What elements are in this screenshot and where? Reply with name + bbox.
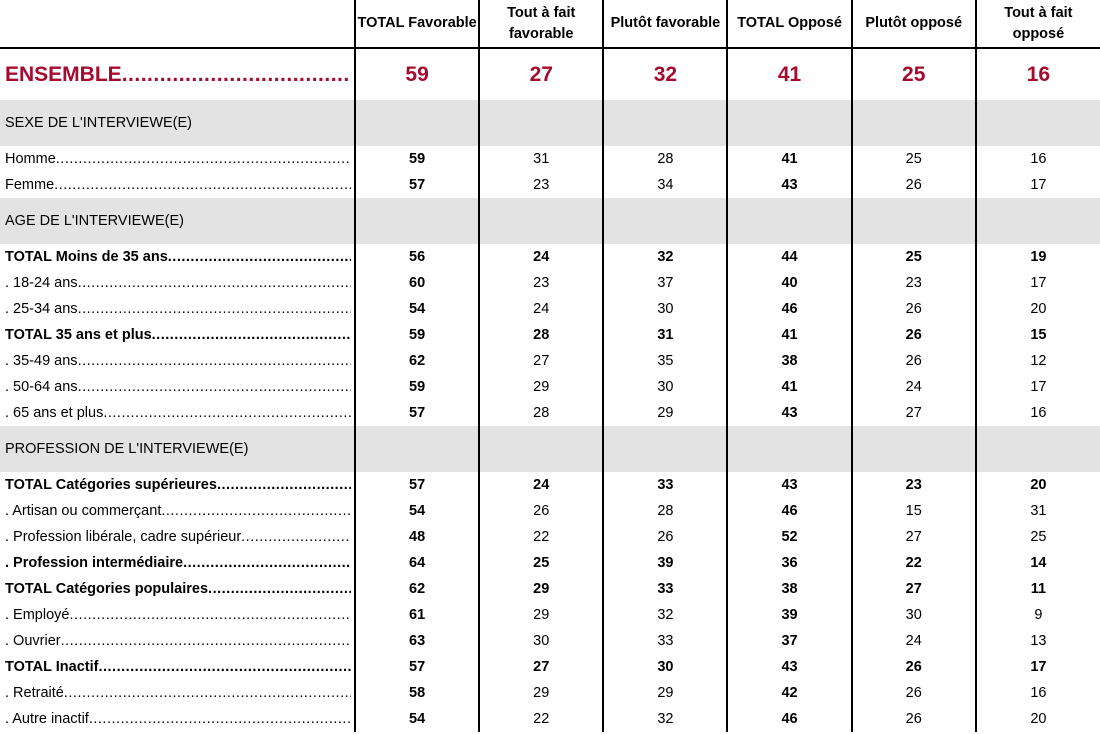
row-value: 29 [479, 680, 603, 706]
row-label-cell [0, 400, 355, 426]
row-label: TOTAL 35 ans et plus [5, 327, 152, 343]
row-label: Homme [5, 151, 56, 167]
row-label-cell [0, 706, 355, 732]
table-row [0, 270, 1100, 296]
row-value: 33 [603, 576, 727, 602]
row-value: 22 [852, 550, 976, 576]
table-row [0, 706, 1100, 732]
row-value: 62 [355, 348, 479, 374]
section-empty-cell [355, 100, 479, 146]
row-value: 30 [603, 374, 727, 400]
row-label: . 50-64 ans [5, 379, 78, 395]
table-row [0, 472, 1100, 498]
section-header-row [0, 198, 1100, 244]
row-value: 27 [479, 348, 603, 374]
dot-leader [217, 477, 351, 493]
section-empty-cell [852, 426, 976, 472]
section-empty-cell [355, 198, 479, 244]
row-value: 26 [852, 322, 976, 348]
dot-leader [168, 249, 351, 265]
column-header-tout-a-fait-oppose: Tout à fait opposé [976, 0, 1100, 48]
ensemble-label: ENSEMBLE [5, 62, 122, 86]
table-row [0, 172, 1100, 198]
row-value: 46 [727, 498, 851, 524]
section-title: PROFESSION DE L'INTERVIEWE(E) [0, 426, 355, 472]
row-value: 38 [727, 348, 851, 374]
row-value: 24 [852, 374, 976, 400]
row-value: 52 [727, 524, 851, 550]
row-label: . Ouvrier [5, 633, 61, 649]
row-label-cell [0, 550, 355, 576]
row-label: . Autre inactif [5, 711, 89, 727]
row-label-cell [0, 374, 355, 400]
row-value: 28 [479, 322, 603, 348]
row-value: 12 [976, 348, 1100, 374]
ensemble-label-cell [0, 48, 355, 100]
table-row [0, 296, 1100, 322]
section-empty-cell [603, 198, 727, 244]
dot-leader [89, 711, 351, 727]
section-empty-cell [355, 426, 479, 472]
table-row [0, 322, 1100, 348]
row-value: 26 [852, 348, 976, 374]
row-label-cell [0, 602, 355, 628]
table-row [0, 628, 1100, 654]
row-value: 57 [355, 654, 479, 680]
row-value: 32 [603, 706, 727, 732]
dot-leader [78, 379, 351, 395]
table-row [0, 680, 1100, 706]
section-empty-cell [603, 100, 727, 146]
row-label-cell [0, 498, 355, 524]
row-label-cell [0, 576, 355, 602]
row-label: TOTAL Catégories supérieures [5, 477, 217, 493]
row-value: 54 [355, 498, 479, 524]
row-value: 26 [852, 654, 976, 680]
row-value: 29 [603, 400, 727, 426]
table-row [0, 400, 1100, 426]
dot-leader [152, 327, 351, 343]
ensemble-value: 16 [976, 48, 1100, 100]
row-label: TOTAL Inactif [5, 659, 99, 675]
row-value: 37 [603, 270, 727, 296]
row-label-cell [0, 654, 355, 680]
row-value: 23 [852, 472, 976, 498]
section-empty-cell [479, 100, 603, 146]
row-value: 28 [603, 146, 727, 172]
dot-leader [161, 503, 351, 519]
section-title: SEXE DE L'INTERVIEWE(E) [0, 100, 355, 146]
row-label-cell [0, 146, 355, 172]
row-value: 63 [355, 628, 479, 654]
table-row [0, 576, 1100, 602]
row-value: 43 [727, 172, 851, 198]
dot-leader [69, 607, 351, 623]
row-value: 32 [603, 244, 727, 270]
row-label-cell [0, 348, 355, 374]
row-value: 15 [976, 322, 1100, 348]
row-value: 46 [727, 296, 851, 322]
section-empty-cell [976, 100, 1100, 146]
table-row [0, 602, 1100, 628]
row-value: 59 [355, 374, 479, 400]
header-corner [0, 0, 355, 48]
dot-leader [54, 177, 351, 193]
section-empty-cell [976, 426, 1100, 472]
row-value: 48 [355, 524, 479, 550]
row-value: 17 [976, 270, 1100, 296]
row-value: 29 [603, 680, 727, 706]
row-value: 11 [976, 576, 1100, 602]
row-value: 46 [727, 706, 851, 732]
column-header-plutot-favorable: Plutôt favorable [603, 0, 727, 48]
row-value: 24 [479, 296, 603, 322]
row-value: 44 [727, 244, 851, 270]
row-value: 60 [355, 270, 479, 296]
section-empty-cell [727, 100, 851, 146]
dot-leader [61, 633, 351, 649]
row-label-cell [0, 628, 355, 654]
ensemble-value: 41 [727, 48, 851, 100]
ensemble-value: 32 [603, 48, 727, 100]
row-value: 24 [479, 472, 603, 498]
section-header-row [0, 426, 1100, 472]
row-value: 25 [852, 244, 976, 270]
row-value: 54 [355, 706, 479, 732]
row-label-cell [0, 472, 355, 498]
row-value: 29 [479, 374, 603, 400]
row-label: TOTAL Moins de 35 ans [5, 249, 168, 265]
row-value: 59 [355, 146, 479, 172]
row-value: 36 [727, 550, 851, 576]
row-label: . Artisan ou commerçant [5, 503, 162, 519]
dot-leader [98, 659, 351, 675]
row-value: 30 [479, 628, 603, 654]
row-value: 30 [603, 296, 727, 322]
table-row [0, 550, 1100, 576]
row-value: 19 [976, 244, 1100, 270]
row-value: 43 [727, 400, 851, 426]
row-value: 24 [852, 628, 976, 654]
section-empty-cell [727, 198, 851, 244]
row-value: 39 [727, 602, 851, 628]
row-label: . Employé [5, 607, 70, 623]
row-value: 32 [603, 602, 727, 628]
row-label-cell [0, 524, 355, 550]
table-row [0, 374, 1100, 400]
dot-leader [208, 581, 351, 597]
row-label: . Profession intermédiaire [5, 555, 184, 571]
row-label-cell [0, 322, 355, 348]
column-header-total-favorable: TOTAL Favorable [355, 0, 479, 48]
row-value: 28 [603, 498, 727, 524]
table-row [0, 654, 1100, 680]
row-value: 22 [479, 706, 603, 732]
row-value: 30 [603, 654, 727, 680]
row-value: 64 [355, 550, 479, 576]
row-value: 40 [727, 270, 851, 296]
row-value: 16 [976, 146, 1100, 172]
row-label: . 35-49 ans [5, 353, 78, 369]
row-value: 31 [479, 146, 603, 172]
row-label-cell [0, 296, 355, 322]
row-value: 26 [603, 524, 727, 550]
row-value: 23 [852, 270, 976, 296]
section-header-row [0, 100, 1100, 146]
dot-leader [56, 151, 351, 167]
row-value: 16 [976, 680, 1100, 706]
row-value: 20 [976, 706, 1100, 732]
row-value: 20 [976, 472, 1100, 498]
dot-leader [241, 529, 351, 545]
section-empty-cell [479, 198, 603, 244]
column-header-tout-a-fait-favorable: Tout à fait favorable [479, 0, 603, 48]
row-value: 26 [852, 296, 976, 322]
row-label: . 25-34 ans [5, 301, 78, 317]
row-value: 23 [479, 270, 603, 296]
row-value: 28 [479, 400, 603, 426]
row-value: 33 [603, 472, 727, 498]
row-value: 41 [727, 322, 851, 348]
section-empty-cell [603, 426, 727, 472]
row-value: 57 [355, 472, 479, 498]
row-value: 41 [727, 146, 851, 172]
column-header-plutot-oppose: Plutôt opposé [852, 0, 976, 48]
dot-leader [103, 405, 351, 421]
dot-leader [64, 685, 351, 701]
row-value: 57 [355, 400, 479, 426]
dot-leader [78, 353, 351, 369]
row-value: 25 [852, 146, 976, 172]
row-value: 37 [727, 628, 851, 654]
row-label: Femme [5, 177, 55, 193]
row-value: 43 [727, 654, 851, 680]
row-value: 26 [852, 680, 976, 706]
row-value: 23 [479, 172, 603, 198]
row-value: 17 [976, 654, 1100, 680]
row-label-cell [0, 680, 355, 706]
row-value: 58 [355, 680, 479, 706]
row-value: 38 [727, 576, 851, 602]
row-value: 41 [727, 374, 851, 400]
ensemble-value: 25 [852, 48, 976, 100]
header-row [0, 0, 1100, 48]
dot-leader [183, 555, 351, 571]
row-value: 27 [479, 654, 603, 680]
ensemble-value: 59 [355, 48, 479, 100]
row-value: 33 [603, 628, 727, 654]
row-value: 25 [976, 524, 1100, 550]
row-value: 59 [355, 322, 479, 348]
row-value: 61 [355, 602, 479, 628]
row-value: 17 [976, 172, 1100, 198]
row-value: 29 [479, 602, 603, 628]
row-value: 29 [479, 576, 603, 602]
section-title: AGE DE L'INTERVIEWE(E) [0, 198, 355, 244]
dot-leader [78, 275, 351, 291]
row-value: 26 [479, 498, 603, 524]
section-empty-cell [727, 426, 851, 472]
row-value: 42 [727, 680, 851, 706]
dot-leader [122, 63, 351, 87]
row-label-cell [0, 270, 355, 296]
row-label: . 65 ans et plus [5, 405, 104, 421]
row-label-cell [0, 244, 355, 270]
row-value: 43 [727, 472, 851, 498]
row-value: 24 [479, 244, 603, 270]
row-value: 31 [603, 322, 727, 348]
row-value: 39 [603, 550, 727, 576]
row-value: 30 [852, 602, 976, 628]
row-value: 62 [355, 576, 479, 602]
row-value: 56 [355, 244, 479, 270]
row-value: 26 [852, 706, 976, 732]
table-row [0, 348, 1100, 374]
ensemble-value: 27 [479, 48, 603, 100]
table-row [0, 244, 1100, 270]
row-value: 26 [852, 172, 976, 198]
row-label: . Profession libérale, cadre supérieur [5, 529, 242, 545]
row-label: . 18-24 ans [5, 275, 78, 291]
column-header-total-oppose: TOTAL Opposé [727, 0, 851, 48]
row-value: 15 [852, 498, 976, 524]
section-empty-cell [976, 198, 1100, 244]
row-value: 57 [355, 172, 479, 198]
row-value: 22 [479, 524, 603, 550]
row-value: 34 [603, 172, 727, 198]
table-row [0, 146, 1100, 172]
section-empty-cell [852, 100, 976, 146]
row-label: . Retraité [5, 685, 64, 701]
dot-leader [78, 301, 351, 317]
row-value: 27 [852, 400, 976, 426]
section-empty-cell [852, 198, 976, 244]
row-value: 14 [976, 550, 1100, 576]
row-value: 25 [479, 550, 603, 576]
table-row [0, 524, 1100, 550]
row-value: 20 [976, 296, 1100, 322]
row-value: 35 [603, 348, 727, 374]
row-value: 17 [976, 374, 1100, 400]
row-value: 13 [976, 628, 1100, 654]
row-value: 16 [976, 400, 1100, 426]
section-empty-cell [479, 426, 603, 472]
row-label: TOTAL Catégories populaires [5, 581, 209, 597]
ensemble-row [0, 48, 1100, 100]
row-value: 9 [976, 602, 1100, 628]
row-value: 54 [355, 296, 479, 322]
row-label-cell [0, 172, 355, 198]
row-value: 27 [852, 576, 976, 602]
row-value: 27 [852, 524, 976, 550]
row-value: 31 [976, 498, 1100, 524]
table-row [0, 498, 1100, 524]
